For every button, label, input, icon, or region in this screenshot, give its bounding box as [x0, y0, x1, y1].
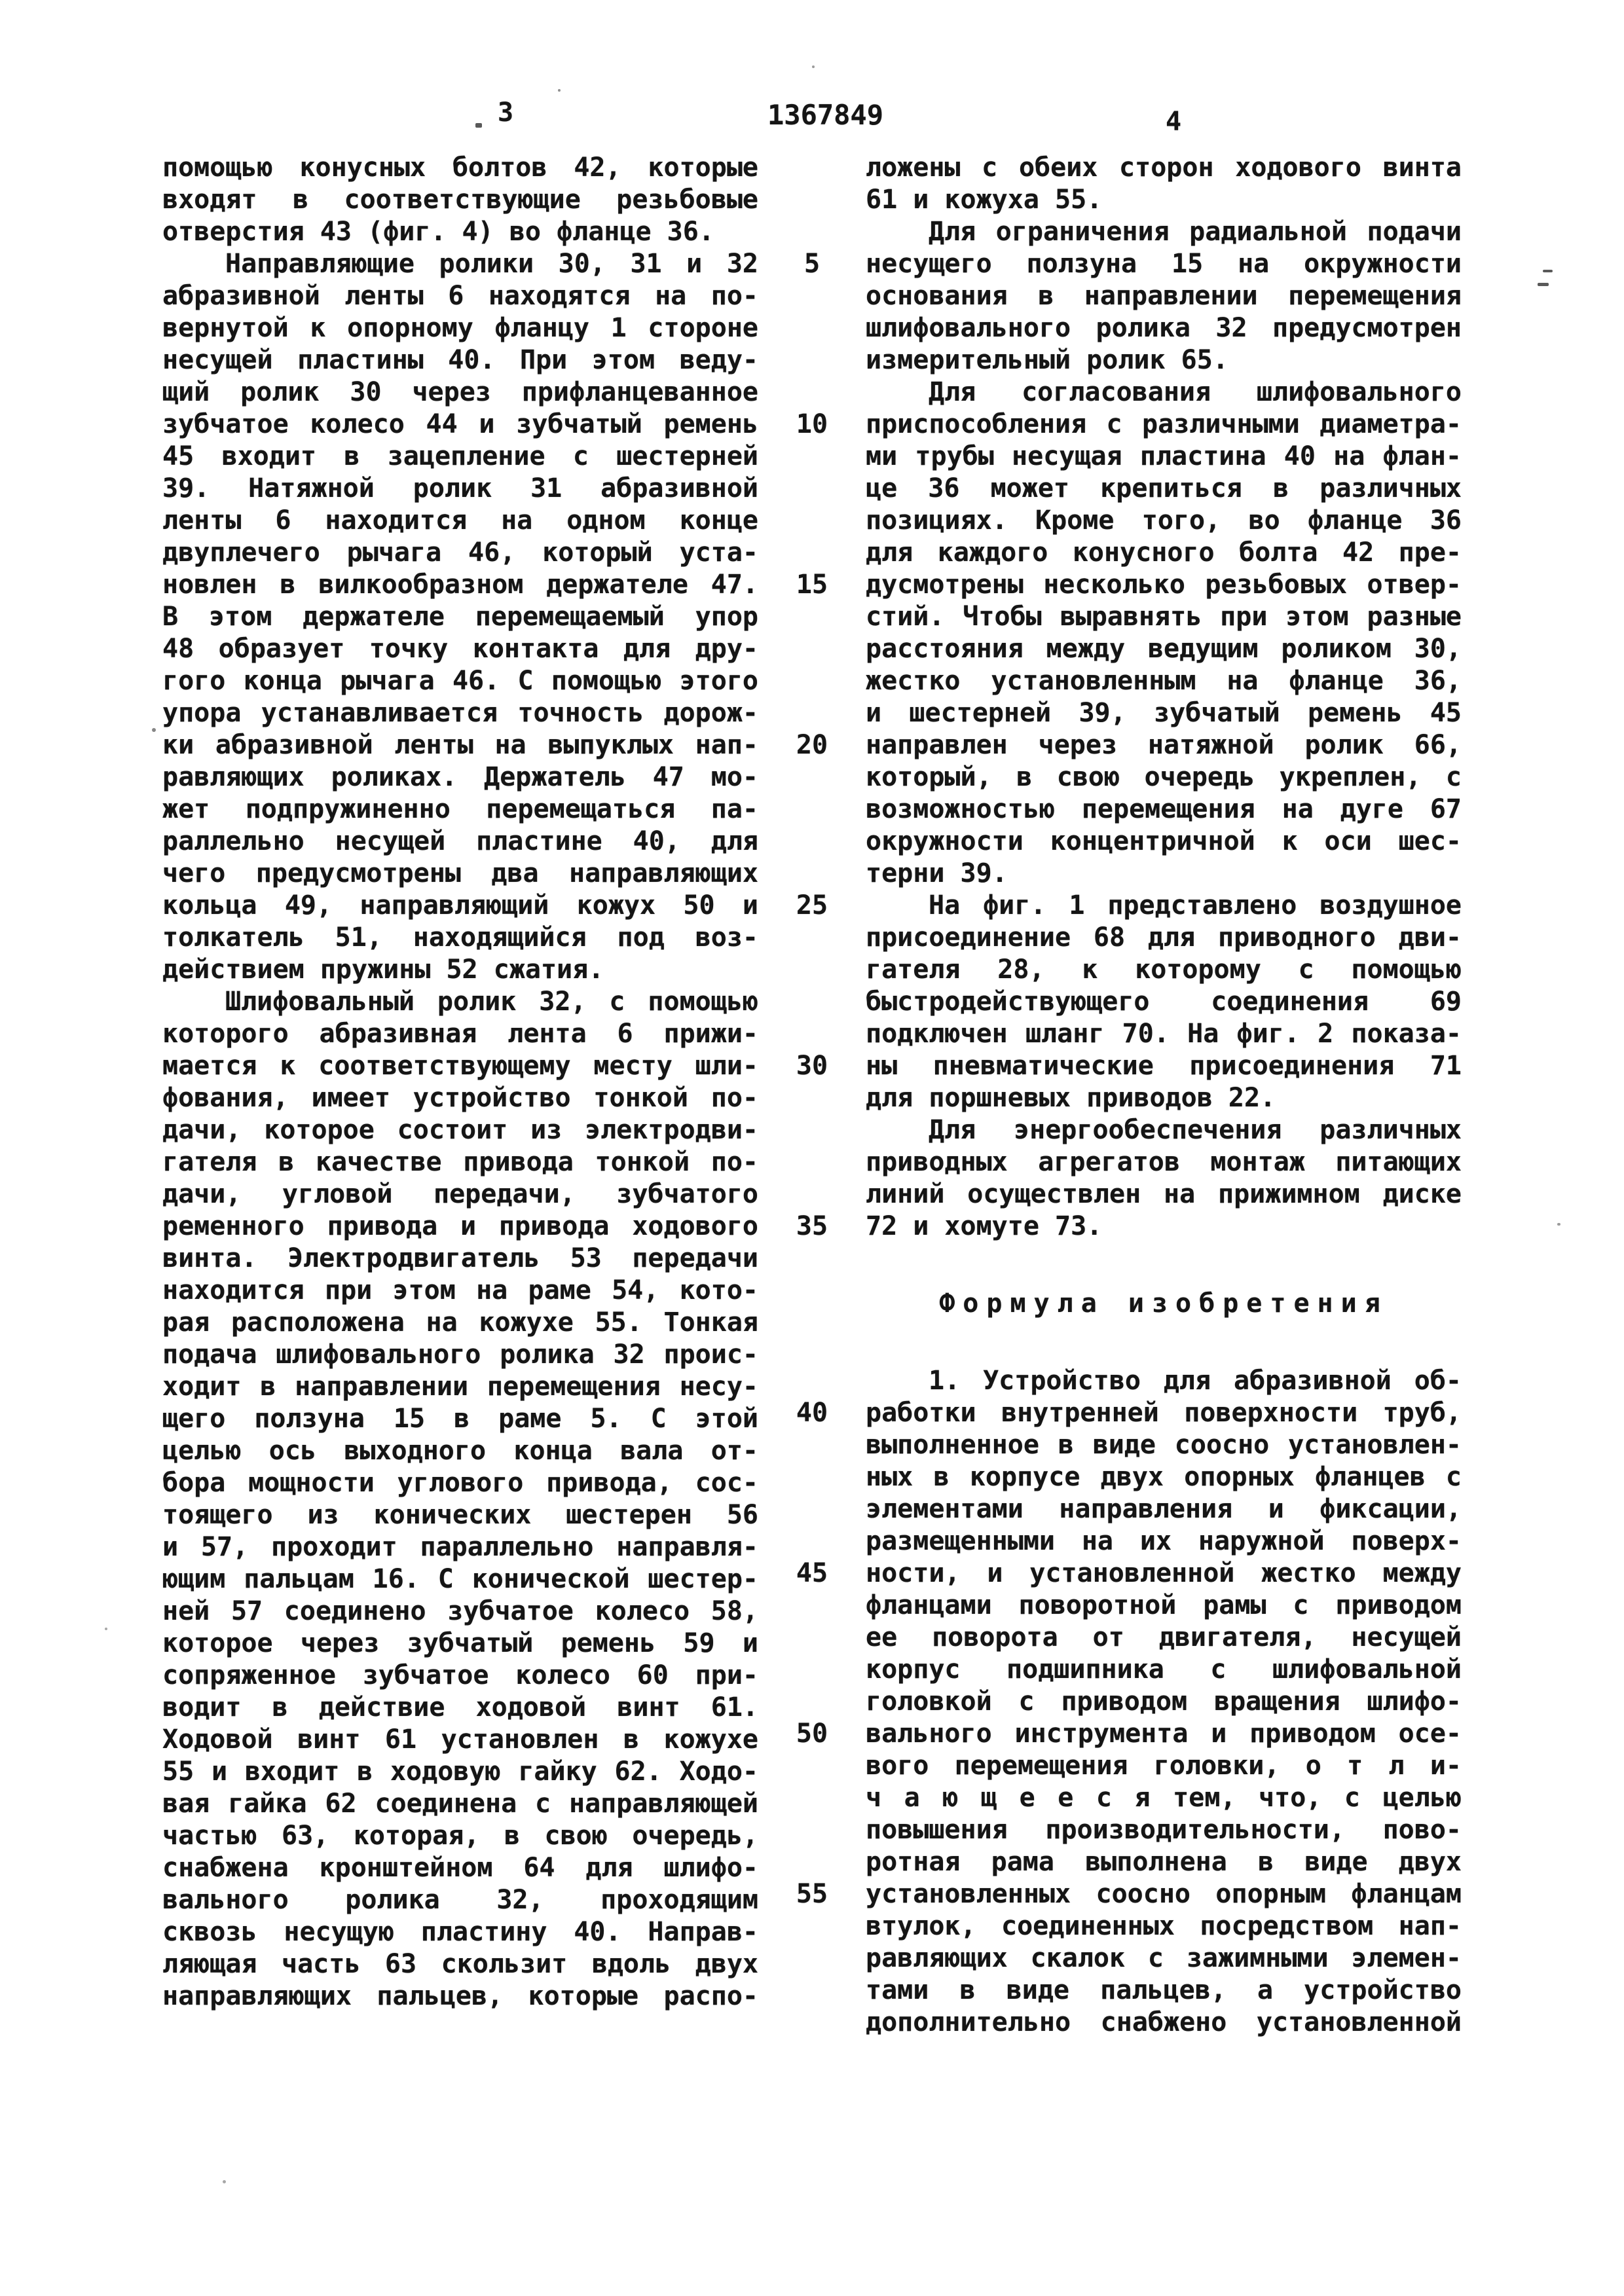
left-text-column — [162, 152, 758, 2039]
scan-speck — [1557, 1223, 1560, 1226]
blank-line — [866, 1243, 1462, 1288]
text-line: входят в соответствующие резьбовые — [162, 185, 758, 215]
text-line: помощью конусных болтов 42, которые — [162, 153, 758, 183]
text-line: 61 и кожуха 55. — [866, 185, 1103, 215]
text-line: основания в направлении перемещения — [866, 281, 1462, 311]
left-column-page-number: 3 — [497, 98, 514, 128]
text-line: 39. Натяжной ролик 31 абразивной — [162, 473, 758, 503]
text-line: несущего ползуна 15 на окружности — [866, 249, 1462, 279]
text-line: направлен через натяжной ролик 66, — [866, 730, 1462, 760]
text-line: и шестерней 39, зубчатый ремень 45 — [866, 698, 1462, 728]
text-line: 55 и входит в ходовую гайку 62. Ходо- — [162, 1757, 758, 1787]
text-line: элементами направления и фиксации, — [866, 1494, 1462, 1524]
text-line: В этом держателе перемещаемый упор — [162, 602, 758, 632]
text-line: ч а ю щ е е с я тем, что, с целью — [866, 1783, 1462, 1813]
scan-speck — [152, 728, 156, 732]
text-line: целью ось выходного конца вала от- — [162, 1436, 758, 1466]
text-line: линий осуществлен на прижимном диске — [866, 1179, 1462, 1209]
text-line: раллельно несущей пластине 40, для — [162, 826, 758, 856]
text-line: вая гайка 62 соединена с направляющей — [162, 1789, 758, 1819]
text-line: ющим пальцам 16. С конической шестер- — [162, 1564, 758, 1594]
text-line: упора устанавливается точность дорож- — [162, 698, 758, 728]
text-line: ки абразивной ленты на выпуклых нап- — [162, 730, 758, 760]
text-line: подача шлифовального ролика 32 проис- — [162, 1339, 758, 1370]
scan-speck — [105, 1628, 107, 1630]
text-line: 45 входит в зацепление с шестерней — [162, 441, 758, 471]
margin-line-number: 10 — [796, 409, 828, 439]
text-line: вернутой к опорному фланцу 1 стороне — [162, 313, 758, 343]
text-line: возможностью перемещения на дуге 67 — [866, 794, 1462, 824]
text-line: направляющих пальцев, которые распо- — [162, 1981, 758, 2011]
text-line: винта. Электродвигатель 53 передачи — [162, 1243, 758, 1273]
text-line: снабжена кронштейном 64 для шлифо- — [162, 1853, 758, 1883]
text-line: рая расположена на кожухе 55. Тонкая — [162, 1307, 758, 1338]
text-line: 48 образует точку контакта для дру- — [162, 634, 758, 664]
text-line: ней 57 соединено зубчатое колесо 58, — [162, 1596, 758, 1626]
scan-speck — [475, 123, 482, 128]
scan-speck — [812, 65, 815, 68]
text-line: гателя 28, к которому с помощью — [866, 955, 1462, 985]
margin-line-number: 20 — [796, 730, 828, 760]
text-line: присоединение 68 для приводного дви- — [866, 922, 1462, 953]
text-line: выполненное в виде соосно установлен- — [866, 1430, 1462, 1460]
text-line: позициях. Кроме того, во фланце 36 — [866, 505, 1462, 536]
text-line: сквозь несущую пластину 40. Направ- — [162, 1917, 758, 1947]
margin-line-number: 40 — [796, 1398, 828, 1428]
text-line: новлен в вилкообразном держателе 47. — [162, 570, 758, 600]
text-line: ложены с обеих сторон ходового винта — [866, 153, 1462, 183]
text-line: тами в виде пальцев, а устройство — [866, 1975, 1462, 2005]
text-line: корпус подшипника с шлифовальной — [866, 1654, 1462, 1685]
text-line: бора мощности углового привода, сос- — [162, 1468, 758, 1498]
text-line: Направляющие ролики 30, 31 и 32 — [225, 249, 758, 279]
text-line: кольца 49, направляющий кожух 50 и — [162, 890, 758, 920]
text-line: головкой с приводом вращения шлифо- — [866, 1686, 1462, 1717]
margin-line-number: 55 — [796, 1879, 828, 1909]
margin-line-number: 50 — [796, 1719, 828, 1749]
text-line: ны пневматические присоединения 71 — [866, 1051, 1462, 1081]
text-line: толкатель 51, находящийся под воз- — [162, 922, 758, 953]
claims-section-title: Формула изобретения — [939, 1288, 1388, 1319]
line-number-gutter — [758, 152, 866, 2039]
patent-number: 1367849 — [767, 99, 884, 131]
margin-line-number: 15 — [796, 570, 828, 600]
text-line: це 36 может крепиться в различных — [866, 473, 1462, 503]
text-line: Для ограничения радиальной подачи — [929, 217, 1462, 247]
text-line: ляющая часть 63 скользит вдоль двух — [162, 1949, 758, 1979]
text-line: размещенными на их наружной поверх- — [866, 1526, 1462, 1556]
text-line: действием пружины 52 сжатия. — [162, 955, 604, 985]
margin-line-number: 25 — [796, 890, 828, 920]
text-line: несущей пластины 40. При этом веду- — [162, 345, 758, 375]
margin-line-number: 30 — [796, 1051, 828, 1081]
scan-speck — [1538, 283, 1549, 286]
text-line: сопряженное зубчатое колесо 60 при- — [162, 1660, 758, 1690]
text-line: втулок, соединенных посредством нап- — [866, 1911, 1462, 1941]
text-line: равляющих скалок с зажимными элемен- — [866, 1943, 1462, 1973]
patent-text-body — [162, 152, 1462, 2039]
text-line: дачи, угловой передачи, зубчатого — [162, 1179, 758, 1209]
text-line: гателя в качестве привода тонкой по- — [162, 1147, 758, 1177]
scan-speck — [558, 89, 561, 92]
margin-line-number: 35 — [796, 1211, 828, 1241]
scan-speck — [223, 2180, 226, 2183]
text-line: который, в свою очередь укреплен, с — [866, 762, 1462, 792]
text-line: мается к соответствующему месту шли- — [162, 1051, 758, 1081]
text-line: ходит в направлении перемещения несу- — [162, 1372, 758, 1402]
text-line: вального инструмента и приводом осе- — [866, 1719, 1462, 1749]
text-line: быстродействующего соединения 69 — [866, 987, 1462, 1017]
text-line: дополнительно снабжено установленной — [866, 2007, 1462, 2037]
text-line: вого перемещения головки, о т л и- — [866, 1751, 1462, 1781]
text-line: подключен шланг 70. На фиг. 2 показа- — [866, 1019, 1462, 1049]
text-line: 72 и хомуте 73. — [866, 1211, 1103, 1241]
margin-line-number: 5 — [803, 249, 821, 279]
text-line: жет подпружиненно перемещаться па- — [162, 794, 758, 824]
text-line: ности, и установленной жестко между — [866, 1558, 1462, 1588]
text-line: и 57, проходит параллельно направля- — [162, 1532, 758, 1562]
text-line: ми трубы несущая пластина 40 на флан- — [866, 441, 1462, 471]
text-line: водит в действие ходовой винт 61. — [162, 1692, 758, 1722]
text-line: дусмотрены несколько резьбовых отвер- — [866, 570, 1462, 600]
text-line: абразивной ленты 6 находятся на по- — [162, 281, 758, 311]
text-line: двуплечего рычага 46, который уста- — [162, 538, 758, 568]
text-line: ременного привода и привода ходового — [162, 1211, 758, 1241]
text-line: которого абразивная лента 6 прижи- — [162, 1019, 758, 1049]
text-line: окружности концентричной к оси шес- — [866, 826, 1462, 856]
text-line: для каждого конусного болта 42 пре- — [866, 538, 1462, 568]
scan-speck — [1543, 270, 1553, 272]
text-line: ленты 6 находится на одном конце — [162, 505, 758, 536]
text-line: отверстия 43 (фиг. 4) во фланце 36. — [162, 217, 714, 247]
text-line: повышения производительности, пово- — [866, 1815, 1462, 1845]
text-line: установленных соосно опорным фланцам — [866, 1879, 1462, 1909]
text-line: Шлифовальный ролик 32, с помощью — [225, 987, 758, 1017]
text-line: которое через зубчатый ремень 59 и — [162, 1628, 758, 1658]
text-line: жестко установленным на фланце 36, — [866, 666, 1462, 696]
text-line: шлифовального ролика 32 предусмотрен — [866, 313, 1462, 343]
text-line: ных в корпусе двух опорных фланцев с — [866, 1462, 1462, 1492]
margin-line-number: 45 — [796, 1558, 828, 1588]
text-line: приводных агрегатов монтаж питающих — [866, 1147, 1462, 1177]
right-column-page-number: 4 — [1165, 107, 1182, 137]
text-line: щий ролик 30 через прифланцеванное — [162, 377, 758, 407]
text-line: чего предусмотрены два направляющих — [162, 858, 758, 888]
text-line: щего ползуна 15 в раме 5. С этой — [162, 1404, 758, 1434]
text-line: частью 63, которая, в свою очередь, — [162, 1821, 758, 1851]
text-line: фования, имеет устройство тонкой по- — [162, 1083, 758, 1113]
text-line: приспособления с различными диаметра- — [866, 409, 1462, 439]
text-line: дачи, которое состоит из электродви- — [162, 1115, 758, 1145]
text-line: Для энергообеспечения различных — [929, 1115, 1462, 1145]
text-line: тоящего из конических шестерен 56 — [162, 1500, 758, 1530]
text-line: 1. Устройство для абразивной об- — [929, 1366, 1462, 1396]
text-line: работки внутренней поверхности труб, — [866, 1398, 1462, 1428]
blank-line — [866, 1320, 1462, 1365]
text-line: Ходовой винт 61 установлен в кожухе — [162, 1724, 758, 1755]
text-line: для поршневых приводов 22. — [866, 1083, 1276, 1113]
text-line: ее поворота от двигателя, несущей — [866, 1622, 1462, 1652]
text-line: равляющих роликах. Держатель 47 мо- — [162, 762, 758, 792]
text-line: гого конца рычага 46. С помощью этого — [162, 666, 758, 696]
text-line: На фиг. 1 представлено воздушное — [929, 890, 1462, 920]
text-line: Для согласования шлифовального — [929, 377, 1462, 407]
text-line: измерительный ролик 65. — [866, 345, 1228, 375]
right-text-column — [866, 152, 1462, 2039]
text-line: расстояния между ведущим роликом 30, — [866, 634, 1462, 664]
text-line: зубчатое колесо 44 и зубчатый ремень — [162, 409, 758, 439]
text-line: стий. Чтобы выравнять при этом разные — [866, 602, 1462, 632]
text-line: вального ролика 32, проходящим — [162, 1885, 758, 1915]
text-line: фланцами поворотной рамы с приводом — [866, 1590, 1462, 1620]
text-line: находится при этом на раме 54, кото- — [162, 1275, 758, 1305]
text-line: ротная рама выполнена в виде двух — [866, 1847, 1462, 1877]
text-line: терни 39. — [866, 858, 1008, 888]
